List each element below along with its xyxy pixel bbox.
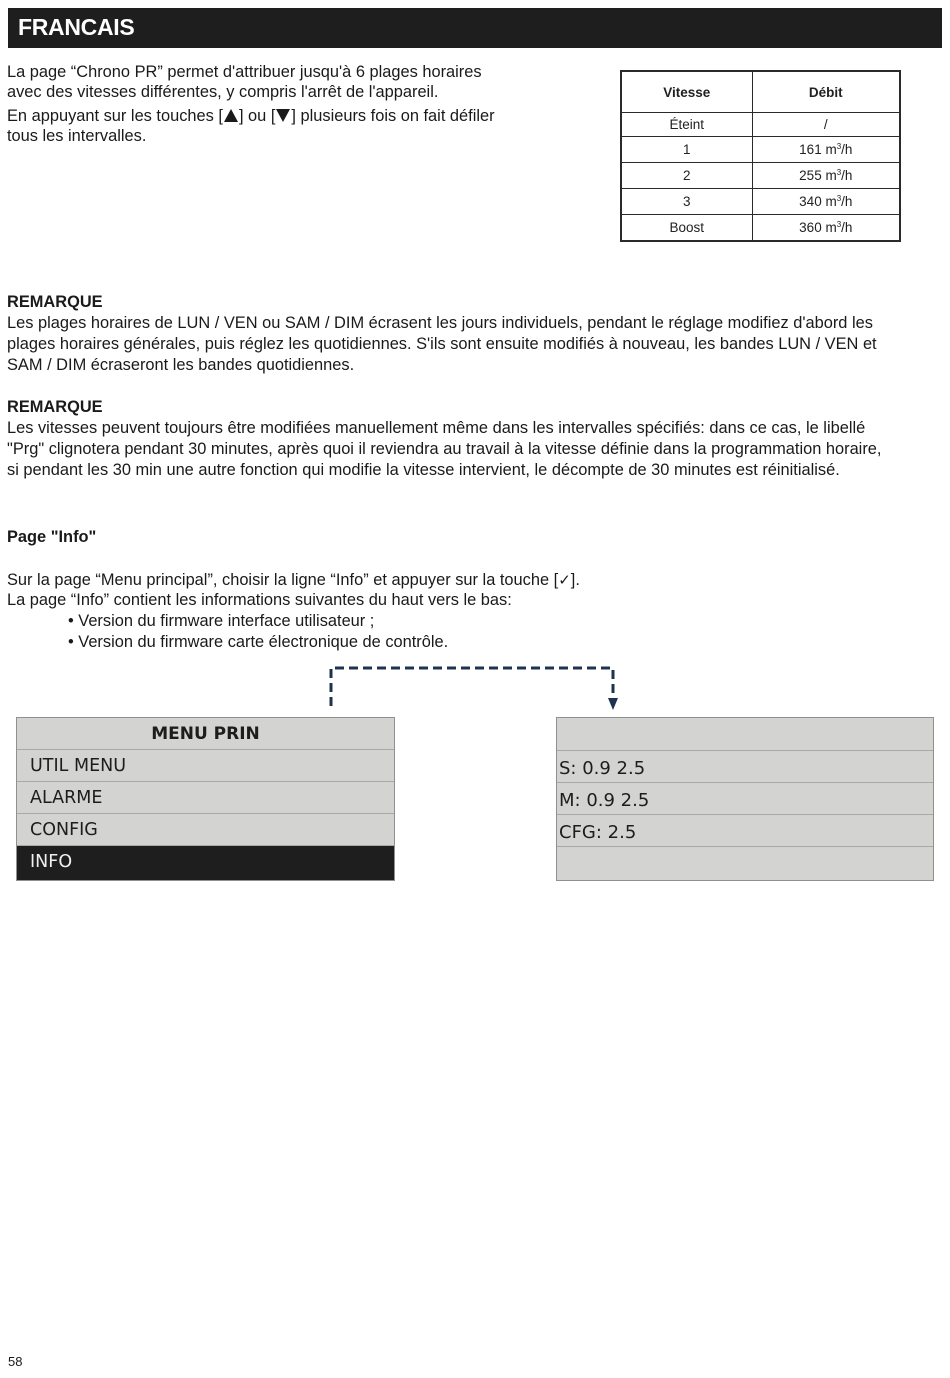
menu-item-alarme[interactable]: ALARME — [17, 782, 394, 814]
info-row-board-version: M: 0.9 2.5 — [557, 783, 933, 815]
triangle-up-icon — [224, 109, 238, 122]
speed-flow-table — [620, 70, 901, 242]
info-row-empty-bottom — [557, 847, 933, 880]
intro-line-3-b: ] ou [ — [238, 107, 276, 125]
speed-cell: 1 — [621, 137, 752, 163]
speed-cell: Éteint — [621, 113, 752, 137]
table-header-speed: Vitesse — [621, 71, 752, 113]
info-screen — [556, 717, 934, 881]
table-header-flow: Débit — [752, 71, 900, 113]
info-heading: Page "Info" — [7, 528, 97, 546]
remark-2-line-3: si pendant les 30 min une autre fonction qui modifie la vitesse intervient, le décompte de 30 minutes est réinitialisé. — [7, 461, 840, 479]
intro-line-3-c: ] plusieurs fois on fait défiler — [291, 107, 495, 125]
flow-cell: 255 $m^3/h$ — [752, 163, 900, 189]
info-row-ui-version: S: 0.9 2.5 — [557, 751, 933, 783]
table-row — [621, 163, 900, 189]
intro-line-4: tous les intervalles. — [7, 127, 147, 145]
flow-cell: 340 $m^3/h$ — [752, 189, 900, 215]
table-row — [621, 189, 900, 215]
main-menu-screen — [16, 717, 395, 881]
info-line-2: La page “Info” contient les informations suivantes du haut vers le bas: — [7, 591, 512, 609]
speed-cell: 2 — [621, 163, 752, 189]
page-number: 58 — [8, 1354, 23, 1369]
remark-1-line-1: Les plages horaires de LUN / VEN ou SAM / DIM écrasent les jours individuels, pendant le réglage modifiez d'abord les — [7, 314, 873, 332]
flow-cell: 360 $m^3/h$ — [752, 215, 900, 242]
navigation-arrow-connector — [320, 660, 630, 712]
triangle-down-icon — [276, 109, 290, 122]
remark-2-heading: REMARQUE — [7, 398, 103, 416]
intro-line-1: La page “Chrono PR” permet d'attribuer jusqu'à 6 plages horaires — [7, 63, 482, 81]
table-row — [621, 137, 900, 163]
intro-line-3-a: En appuyant sur les touches [ — [7, 107, 223, 125]
flow-cell: / — [752, 113, 900, 137]
bullet-item-ui-firmware: • Version du firmware interface utilisateur ; — [68, 612, 375, 630]
table-row — [621, 215, 900, 242]
bullet-item-board-firmware: • Version du firmware carte électronique de contrôle. — [68, 633, 449, 651]
flow-cell: 161 $m^3/h$ — [752, 137, 900, 163]
menu-item-info[interactable]: INFO — [17, 846, 394, 880]
remark-1-line-2: plages horaires générales, puis réglez les quotidiennes. S'ils sont ensuite modifiés à nouveau, les bandes LUN / VEN et — [7, 335, 877, 353]
remark-1-heading: REMARQUE — [7, 293, 103, 311]
info-row-empty-top — [557, 718, 933, 751]
header-bar — [8, 8, 942, 48]
intro-line-3 — [7, 106, 495, 127]
remark-2-line-1: Les vitesses peuvent toujours être modifiées manuellement même dans les intervalles spécifiés: dans ce cas, le libellé — [7, 419, 866, 437]
page-title: FRANCAIS — [18, 14, 135, 40]
menu-title: MENU PRIN — [151, 724, 260, 744]
menu-item-config[interactable]: CONFIG — [17, 814, 394, 846]
speed-cell: 3 — [621, 189, 752, 215]
arrow-head-icon — [608, 698, 618, 710]
intro-line-2: avec des vitesses différentes, y compris l'arrêt de l'appareil. — [7, 83, 439, 101]
table-row — [621, 113, 900, 137]
check-icon: ✓ — [558, 571, 571, 589]
speed-cell: Boost — [621, 215, 752, 242]
remark-1-line-3: SAM / DIM écraseront les bandes quotidiennes. — [7, 356, 355, 374]
remark-2-line-2: "Prg" clignotera pendant 30 minutes, après quoi il reviendra au travail à la vitesse définie dans la programmation horaire, — [7, 440, 882, 458]
table-header-row — [621, 71, 900, 113]
info-line-1: Sur la page “Menu principal”, choisir la ligne “Info” et appuyer sur la touche [✓]. — [7, 571, 580, 589]
menu-item-util-menu[interactable]: UTIL MENU — [17, 750, 394, 782]
info-row-config-version: CFG: 2.5 — [557, 815, 933, 847]
menu-title-row — [17, 718, 394, 750]
